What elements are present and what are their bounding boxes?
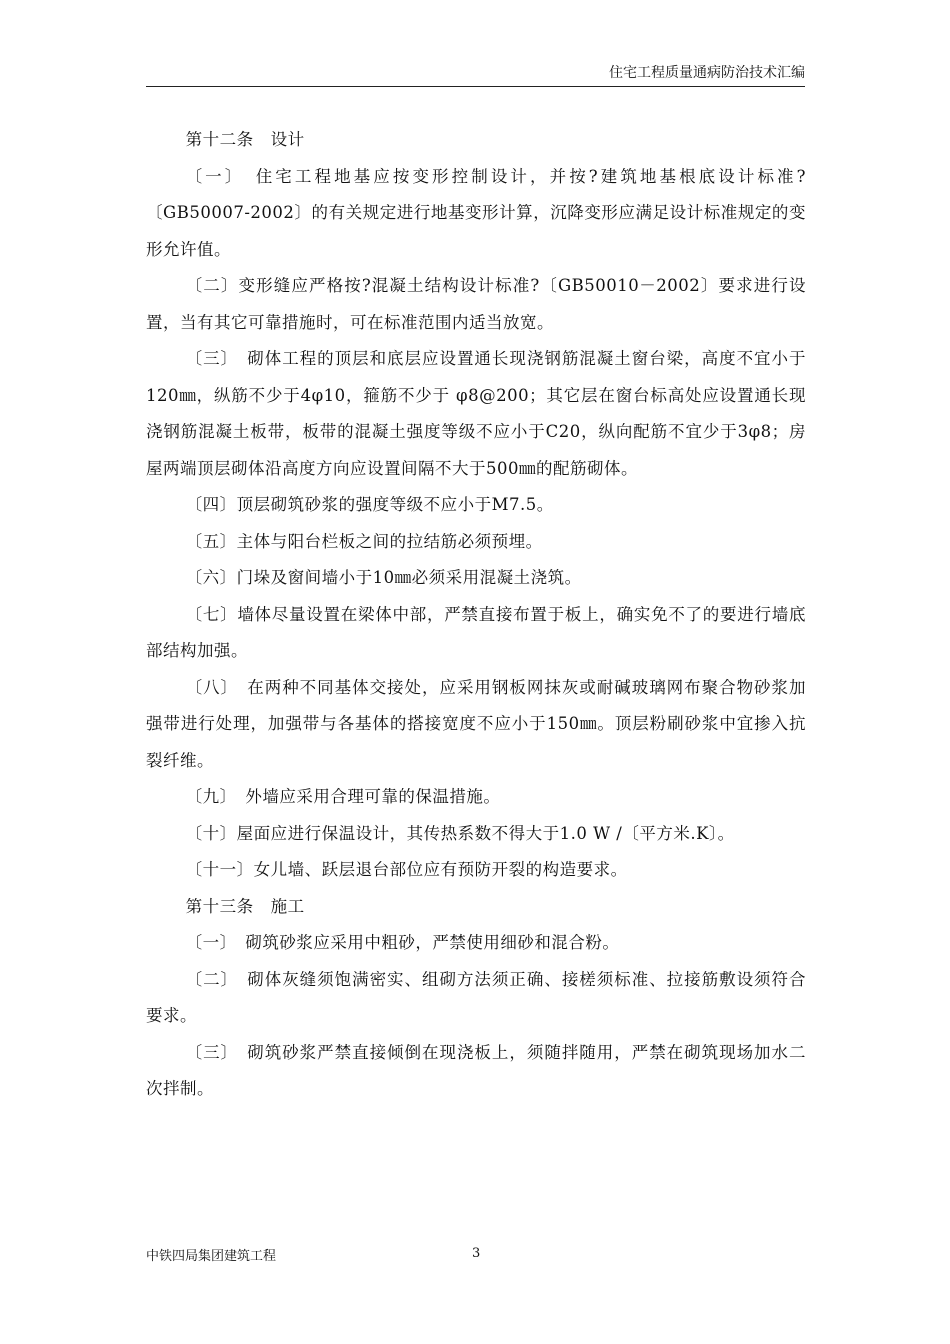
paragraph-construction-3: 〔三〕 砌筑砂浆严禁直接倾倒在现浇板上，须随拌随用，严禁在砌筑现场加水二次拌制。	[146, 1042, 806, 1098]
paragraph-design-11: 〔十一〕女儿墙、跃层退台部位应有预防开裂的构造要求。	[185, 860, 628, 879]
footer-company: 中铁四局集团建筑工程	[146, 1249, 277, 1264]
paragraph-design-3: 〔三〕 砌体工程的顶层和底层应设置通长现浇钢筋混凝土窗台梁，高度不宜小于120㎜，纵筋不少于4φ10，箍筋不少于 φ8@200；其它层在窗台标高处应设置通长现浇钢筋混凝土板带，板带的混凝土强度等级不应小于C20，纵向配筋不宜少于3φ8；房屋两端顶层砌体沿高度方向应设置间隔不大于500㎜的配筋砌体。	[146, 349, 806, 478]
paragraph-design-9: 〔九〕 外墙应采用合理可靠的保温措施。	[185, 787, 501, 806]
page-number: 3	[472, 1246, 481, 1261]
paragraph-construction-2: 〔二〕 砌体灰缝须饱满密实、组砌方法须正确、接槎须标准、拉接筋敷设须符合要求。	[146, 969, 806, 1025]
paragraph-construction-1: 〔一〕 砌筑砂浆应采用中粗砂，严禁使用细砂和混合粉。	[185, 933, 620, 952]
paragraph-design-4: 〔四〕顶层砌筑砂浆的强度等级不应小于M7.5。	[185, 495, 554, 514]
page-header	[146, 64, 805, 87]
paragraph-design-2: 〔二〕变形缝应严格按?混凝土结构设计标准?〔GB50010－2002〕要求进行设置，当有其它可靠措施时，可在标准范围内适当放宽。	[146, 276, 806, 332]
section-heading-article-12: 第十二条 设计	[185, 130, 305, 149]
document-body	[146, 122, 806, 1108]
header-title: 住宅工程质量通病防治技术汇编	[609, 65, 805, 81]
paragraph-design-7: 〔七〕墙体尽量设置在梁体中部，严禁直接布置于板上，确实免不了的要进行墙底部结构加强。	[146, 604, 806, 660]
paragraph-design-8: 〔八〕 在两种不同基体交接处，应采用钢板网抹灰或耐碱玻璃网布聚合物砂浆加强带进行处理，加强带与各基体的搭接宽度不应小于150㎜。顶层粉刷砂浆中宜掺入抗裂纤维。	[146, 677, 806, 770]
paragraph-design-10: 〔十〕屋面应进行保温设计，其传热系数不得大于1.0 W /〔平方米.K〕。	[185, 823, 735, 843]
paragraph-design-6: 〔六〕门垛及窗间墙小于10㎜必须采用混凝土浇筑。	[185, 568, 582, 587]
paragraph-design-1: 〔一〕 住宅工程地基应按变形控制设计，并按?建筑地基根底设计标准?〔GB50007-2002〕的有关规定进行地基变形计算，沉降变形应满足设计标准规定的变形允许值。	[146, 166, 806, 259]
paragraph-design-5: 〔五〕主体与阳台栏板之间的拉结筋必须预埋。	[185, 531, 543, 551]
section-heading-article-13: 第十三条 施工	[185, 896, 305, 916]
